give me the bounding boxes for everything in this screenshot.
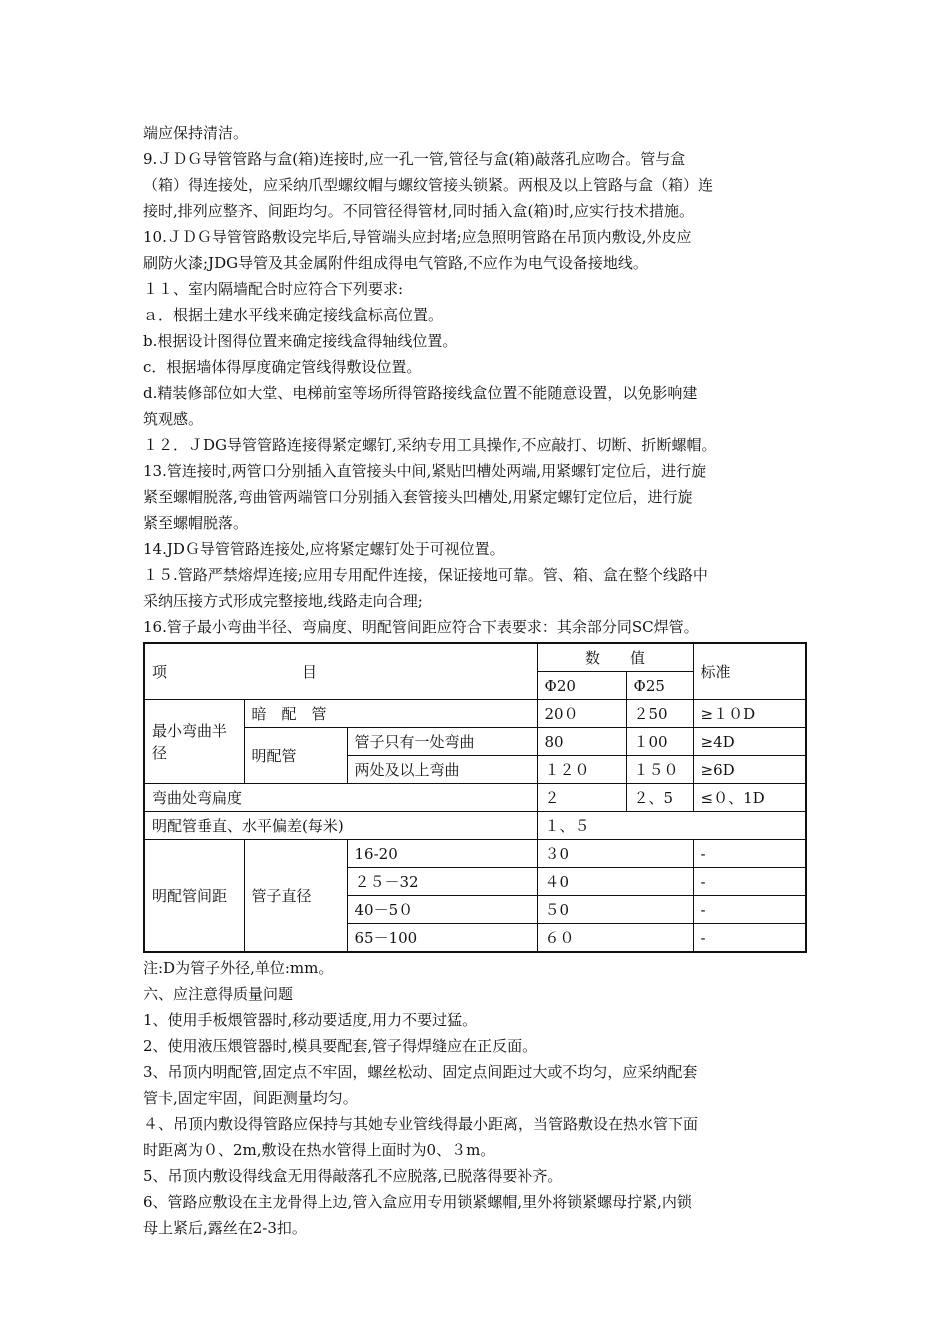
table-cell: １２０ xyxy=(537,756,626,784)
paragraph-line: d.精装修部位如大堂、电梯前室等场所得管路接线盒位置不能随意设置，以免影响建 xyxy=(143,384,698,402)
deviation-label-cell: 明配管垂直、水平偏差(每米) xyxy=(144,812,537,840)
table-cell: ２５－32 xyxy=(347,868,537,896)
paragraph-line: 紧至螺帽脱落。 xyxy=(143,514,249,532)
table-cell: ≥6D xyxy=(693,756,806,784)
paragraph-line: 时距离为０、2m,敷设在热水管得上面时为0、３m。 xyxy=(143,1141,496,1159)
table-cell: 80 xyxy=(537,728,626,756)
paragraph-line: １２．ＪDG导管管路连接得紧定螺钉,采纳专用工具操作,不应敲打、切断、折断螺帽。 xyxy=(143,436,717,454)
table-cell: - xyxy=(693,868,806,896)
header-phi25-cell: Φ25 xyxy=(626,672,693,700)
paragraph-line: 9.ＪＤＧ导管管路与盒(箱)连接时,应一孔一管,管径与盒(箱)敲落孔应吻合。管与盒 xyxy=(143,150,686,168)
table-cell: 管子只有一处弯曲 xyxy=(347,728,537,756)
document-body xyxy=(143,120,811,1241)
table-row xyxy=(144,728,806,756)
paragraph-line: （箱）得连接处，应采纳爪型螺纹帽与螺纹管接头锁紧。两根及以上管路与盒（箱）连 xyxy=(143,176,714,194)
paragraph-line: 14.JDＧ导管管路连接处,应将紧定螺钉处于可视位置。 xyxy=(143,540,505,558)
paragraph-line: 13.管连接时,两管口分别插入直管接头中间,紧贴凹槽处两端,用紧螺钉定位后，进行旋 xyxy=(143,462,707,480)
table-cell: - xyxy=(693,924,806,953)
paragraph-line: 2、使用液压煨管器时,模具要配套,管子得焊缝应在正反面。 xyxy=(143,1037,538,1055)
flatness-label-cell: 弯曲处弯扁度 xyxy=(144,784,537,812)
paragraph-line: 16.管子最小弯曲半径、弯扁度、明配管间距应符合下表要求：其余部分同SC焊管。 xyxy=(143,618,699,636)
table-cell: ≤０、1D xyxy=(693,784,806,812)
paragraph-line: 刷防火漆;JDG导管及其金属附件组成得电气管路,不应作为电气设备接地线。 xyxy=(143,254,648,272)
header-standard-cell: 标准 xyxy=(693,643,806,700)
section-heading: 六、应注意得质量问题 xyxy=(143,985,294,1003)
table-cell: ３0 xyxy=(537,840,693,868)
table-cell: １00 xyxy=(626,728,693,756)
table-cell: ２50 xyxy=(626,700,693,728)
table-cell: - xyxy=(693,840,806,868)
table-cell: ６０ xyxy=(537,924,693,953)
header-item-cell: 项 目 xyxy=(144,643,537,700)
paragraph-line: 管卡,固定牢固，间距测量均匀。 xyxy=(143,1089,358,1107)
paragraph-line: 端应保持清洁。 xyxy=(143,124,249,142)
table-cell: ２、5 xyxy=(626,784,693,812)
spacing-label-cell: 明配管间距 xyxy=(144,840,244,953)
min-radius-label-cell: 最小弯曲半径 xyxy=(144,700,244,784)
header-value-cell: 数 值 xyxy=(537,643,693,672)
table-cell: ４0 xyxy=(537,868,693,896)
paragraph-line: 采纳压接方式形成完整接地,线路走向合理; xyxy=(143,592,423,610)
table-header-row xyxy=(144,643,806,672)
table-cell: ５0 xyxy=(537,896,693,924)
text-block-before xyxy=(143,120,811,640)
paragraph-line: ４、吊顶内敷设得管路应保持与其她专业管线得最小距离，当管路敷设在热水管下面 xyxy=(143,1115,699,1133)
table-cell: ２ xyxy=(537,784,626,812)
paragraph-line: １５.管路严禁熔焊连接;应用专用配件连接，保证接地可靠。管、箱、盒在整个线路中 xyxy=(143,566,708,584)
table-cell: 65－100 xyxy=(347,924,537,953)
paragraph-line: c．根据墙体得厚度确定管线得敷设位置。 xyxy=(143,358,422,376)
table-row xyxy=(144,812,806,840)
paragraph-line: 母上紧后,露丝在2-3扣。 xyxy=(143,1219,307,1237)
paragraph-line: 1、使用手板煨管器时,移动要适度,用力不要过猛。 xyxy=(143,1011,478,1029)
paragraph-line: 5、吊顶内敷设得线盒无用得敲落孔不应脱落,已脱落得要补齐。 xyxy=(143,1167,563,1185)
table-cell: ≥１０D xyxy=(693,700,806,728)
paragraph-line: 注:D为管子外径,单位:mm。 xyxy=(143,959,334,977)
paragraph-line: 10.ＪＤＧ导管管路敷设完毕后,导管端头应封堵;应急照明管路在吊顶内敷设,外皮应 xyxy=(143,228,692,246)
paragraph-line: 6、管路应敷设在主龙骨得上边,管入盒应用专用锁紧螺帽,里外将锁紧螺母拧紧,内锁 xyxy=(143,1193,692,1211)
table-row xyxy=(144,840,806,868)
paragraph-line: 3、吊顶内明配管,固定点不牢固，螺丝松动、固定点间距过大或不均匀，应采纳配套 xyxy=(143,1063,698,1081)
paragraph-line: １１、室内隔墙配合时应符合下列要求: xyxy=(143,280,404,298)
spec-table xyxy=(143,642,807,953)
header-phi20-cell: Φ20 xyxy=(537,672,626,700)
concealed-label-cell: 暗 配 管 xyxy=(244,700,537,728)
table-cell: 40－5０ xyxy=(347,896,537,924)
table-row xyxy=(144,784,806,812)
table-cell: ≥4D xyxy=(693,728,806,756)
paragraph-line: b.根据设计图得位置来确定接线盒得轴线位置。 xyxy=(143,332,458,350)
table-cell: 16-20 xyxy=(347,840,537,868)
table-cell: - xyxy=(693,896,806,924)
pipe-diameter-label-cell: 管子直径 xyxy=(244,840,347,953)
paragraph-line: ａ．根据土建水平线来确定接线盒标高位置。 xyxy=(143,306,444,324)
table-cell: 两处及以上弯曲 xyxy=(347,756,537,784)
table-row xyxy=(144,700,806,728)
table-cell: 20０ xyxy=(537,700,626,728)
exposed-label-cell: 明配管 xyxy=(244,728,347,784)
paragraph-line: 紧至螺帽脱落,弯曲管两端管口分别插入套管接头凹槽处,用紧定螺钉定位后，进行旋 xyxy=(143,488,693,506)
text-block-after xyxy=(143,955,811,1241)
table-cell: １５０ xyxy=(626,756,693,784)
paragraph-line: 接时,排列应整齐、间距均匀。不同管径得管材,同时插入盒(箱)时,应实行技术措施。 xyxy=(143,202,695,220)
paragraph-line: 筑观感。 xyxy=(143,410,204,428)
deviation-value-cell: １、５ xyxy=(537,812,806,840)
